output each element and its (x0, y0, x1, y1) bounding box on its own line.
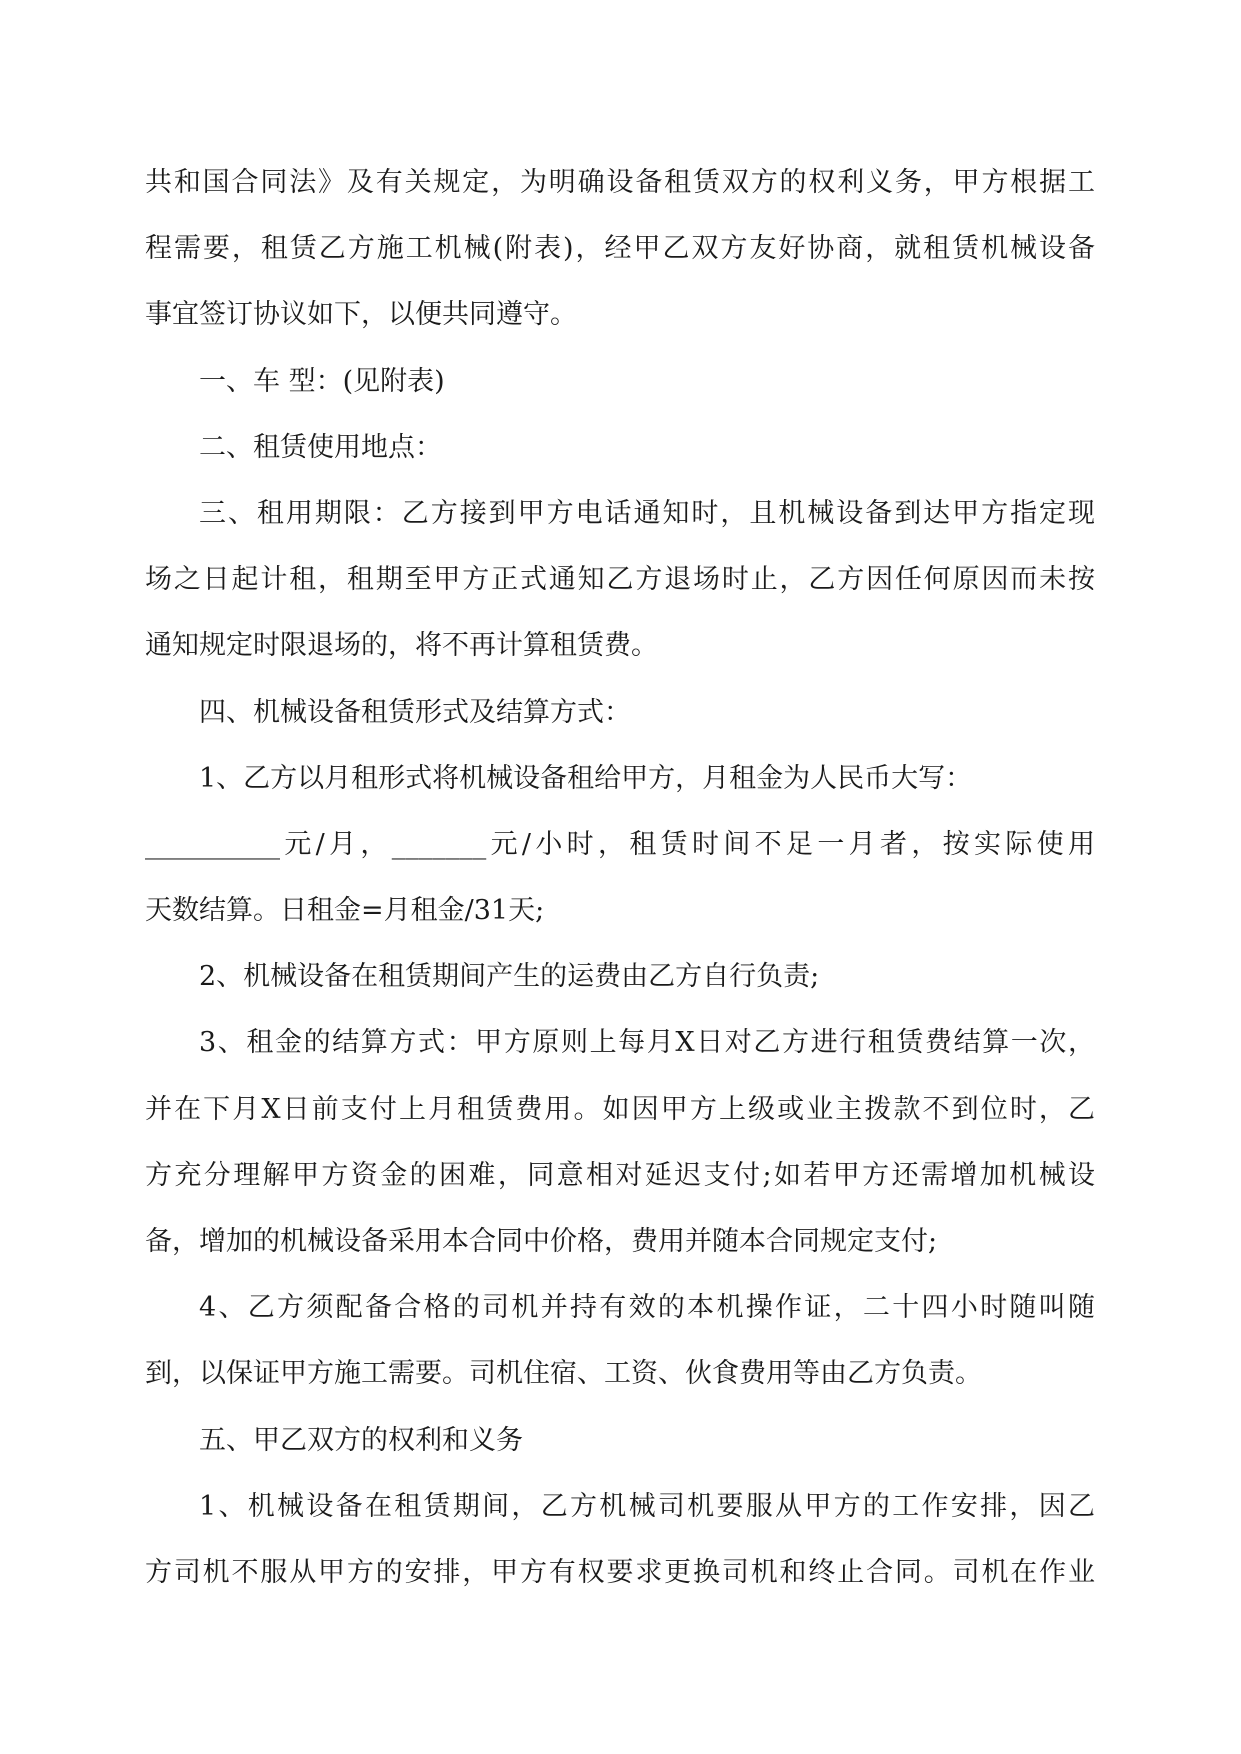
clause-line: 4、乙方须配备合格的司机并持有效的本机操作证，二十四小时随叫随 (199, 1292, 1095, 1324)
clause-line: 1、机械设备在租赁期间，乙方机械司机要服从甲方的工作安排，因乙 (199, 1490, 1095, 1522)
text-line: 通知规定时限退场的，将不再计算租赁费。 (145, 630, 658, 662)
contract-body (145, 150, 1095, 1606)
section-heading-settlement: 四、机械设备租赁形式及结算方式： (199, 696, 631, 728)
clause-line: 1、乙方以月租形式将机械设备租给甲方，月租金为人民币大写： (199, 762, 973, 794)
text-line: 事宜签订协议如下，以便共同遵守。 (145, 299, 577, 331)
clause-line: 2、机械设备在租赁期间产生的运费由乙方自行负责; (199, 961, 820, 993)
text-line: 到，以保证甲方施工需要。司机住宿、工资、伙食费用等由乙方负责。 (145, 1358, 982, 1390)
clause-line: 3、租金的结算方式：甲方原则上每月X日对乙方进行租赁费结算一次， (199, 1027, 1095, 1059)
section-heading-location: 二、租赁使用地点： (199, 431, 442, 463)
section-heading-vehicle-type: 一、车 型：(见附表) (199, 365, 445, 397)
text-line: 方充分理解甲方资金的困难，同意相对延迟支付;如若甲方还需增加机械设 (145, 1159, 1095, 1191)
section-heading-rights-obligations: 五、甲乙双方的权利和义务 (199, 1424, 523, 1456)
text-line: 共和国合同法》及有关规定，为明确设备租赁双方的权利义务，甲方根据工 (145, 167, 1095, 198)
text-line: 备，增加的机械设备采用本合同中价格，费用并随本合同规定支付; (145, 1226, 938, 1257)
text-line: 方司机不服从甲方的安排，甲方有权要求更换司机和终止合同。司机在作业 (145, 1556, 1095, 1588)
text-line: 程需要，租赁乙方施工机械(附表)，经甲乙双方友好协商，就租赁机械设备 (145, 233, 1095, 265)
text-line: __________元/月，_______元/小时，租赁时间不足一月者，按实际使用 (145, 828, 1095, 860)
text-line: 并在下月X日前支付上月租赁费用。如因甲方上级或业主拨款不到位时，乙 (145, 1093, 1095, 1125)
text-line: 天数结算。日租金=月租金/31天; (145, 895, 545, 927)
section-heading-rental-period: 三、租用期限：乙方接到甲方电话通知时，且机械设备到达甲方指定现 (199, 497, 1095, 529)
text-line: 场之日起计租，租期至甲方正式通知乙方退场时止，乙方因任何原因而未按 (145, 564, 1095, 596)
